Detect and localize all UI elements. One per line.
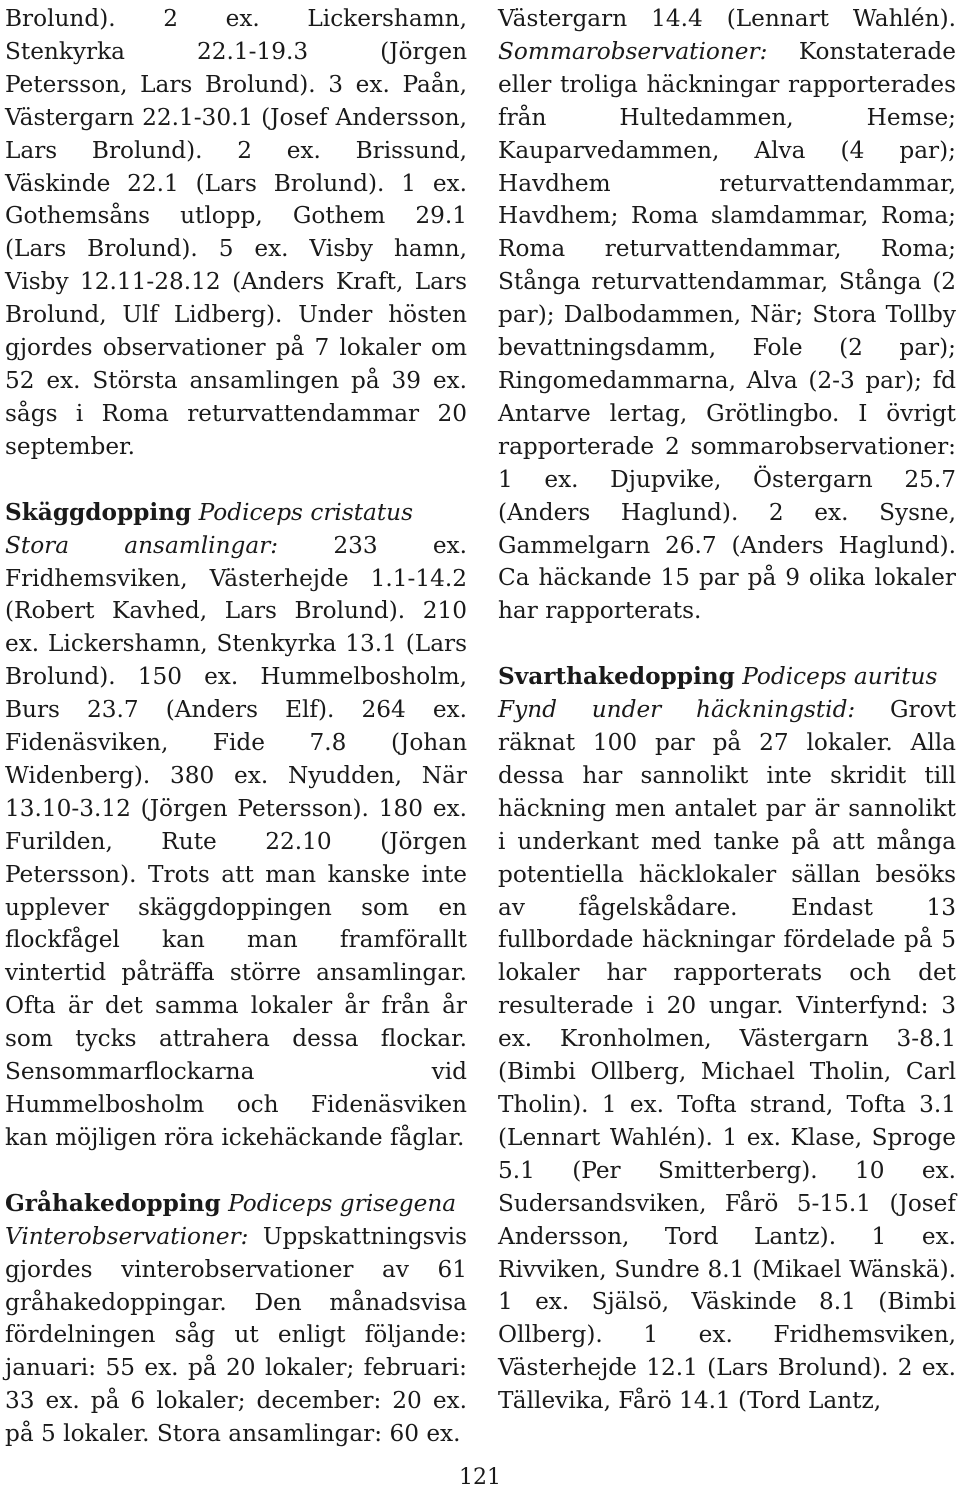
species-name: Svarthakedopping (498, 663, 735, 691)
species-entry-skaggdopping (5, 497, 467, 1155)
species-entry-grahakedopping (5, 1188, 467, 1451)
paragraph-text: Västergarn 14.4 (Lennart Wahlén). (498, 5, 956, 32)
species-text: 233 ex. Fridhemsviken, Västerhejde 1.1-14.2 (Robert Kavhed, Lars Brolund). 210 ex. Lickershamn, Stenkyrka 13.1 (Lars Brolund). 150 ex. Hummelbosholm, Burs 23.7 (Anders Elf). 264 ex. Fidenäsviken, Fide 7.8 (Johan Widenberg). 380 ex. Nyudden, När 13.10-3.12 (Jörgen Petersson). 180 ex. Furilden, Rute 22.10 (Jörgen Petersson). Trots att man kanske inte upplever skäggdoppingen som en flockfågel kan man framförallt vintertid påträffa större ansamlingar. Ofta är det samma lokaler år från år som tycks attrahera dessa flockar. Sensommarflockarna vid Hummelbosholm och Fidenäsviken kan möjligen röra ickehäckande fåglar. (5, 531, 467, 1151)
section-lead: Vinterobservationer: (5, 1222, 249, 1250)
species-latin-name: Podiceps auritus (742, 663, 938, 691)
species-latin-name: Podiceps grisegena (228, 1189, 457, 1217)
section-lead: Fynd under häckningstid: (498, 696, 856, 724)
page-number: 121 (459, 1465, 501, 1490)
species-text: Uppskattningsvis gjordes vinterobservationer av 61 gråhakedoppingar. Den månadsvisa fördelningen såg ut enligt följande: januari: 55 ex. på 20 lokaler; februari: 33 ex. på 6 lokaler; december: 20 ex. på 5 lokaler. Stora ansamlingar: 60 ex. (5, 1222, 467, 1448)
spacer (498, 628, 956, 661)
species-text: Grovt räknat 100 par på 27 lokaler. Alla dessa har sannolikt inte skridit till häckning men antalet par är sannolikt i underkant med tanke på att många potentiella häcklokaler sällan besöks av fågelskådare. Endast 13 fullbordade häckningar fördelade på 5 lokaler har rapporterats och det resulterade i 20 ungar. Vinterfynd: 3 ex. Kronholmen, Västergarn 3-8.1 (Bimbi Ollberg, Michael Tholin, Carl Tholin). 1 ex. Tofta strand, Tofta 3.1 (Lennart Wahlén). 1 ex. Klase, Sproge 5.1 (Per Smitterberg). 10 ex. Sudersandsviken, Fårö 5-15.1 (Josef Andersson, Tord Lantz). 1 ex. Rivviken, Sundre 8.1 (Mikael Wänskä). 1 ex. Själsö, Väskinde 8.1 (Bimbi Ollberg). 1 ex. Fridhemsviken, Västerhejde 12.1 (Lars Brolund). 2 ex. Tällevika, Fårö 14.1 (Tord Lantz, (498, 696, 957, 1415)
section-lead: Sommarobservationer: (498, 37, 768, 65)
paragraph-text: Konstaterade eller troliga häckningar rapporterades från Hultedammen, Hemse; Kauparvedammen, Alva (4 par); Havdhem returvattendammar, Havdhem; Roma slamdammar, Roma; Roma returvattendammar, Roma; Stånga returvattendammar, Stånga (2 par); Dalbodammen, När; Stora Tollby bevattningsdamm, Fole (2 par); Ringomedammarna, Alva (2-3 par); fd Antarve lertag, Grötlingbo. I övrigt rapporterade 2 sommarobservationer: 1 ex. Djupvike, Östergarn 25.7 (Anders Haglund). 2 ex. Sysne, Gammelgarn 26.7 (Anders Haglund). Ca häckande 15 par på 9 olika lokaler har rapporterats. (498, 37, 956, 625)
right-column (498, 3, 956, 1418)
species-name: Gråhakedopping (5, 1189, 221, 1217)
left-column (5, 3, 467, 1451)
species-name: Skäggdopping (5, 498, 192, 526)
spacer (5, 464, 467, 497)
spacer (5, 1155, 467, 1188)
species-latin-name: Podiceps cristatus (198, 498, 414, 526)
species-entry-svarthakedopping (498, 661, 956, 1418)
paragraph-continued (498, 3, 956, 628)
paragraph-continued: Brolund). 2 ex. Lickershamn, Stenkyrka 22.1-19.3 (Jörgen Petersson, Lars Brolund). 3 ex. Paån, Västergarn 22.1-30.1 (Josef Andersson, Lars Brolund). 2 ex. Brissund, Väskinde 22.1 (Lars Brolund). 1 ex. Gothemsåns utlopp, Gothem 29.1 (Lars Brolund). 5 ex. Visby hamn, Visby 12.11-28.12 (Anders Kraft, Lars Brolund, Ulf Lidberg). Under hösten gjordes observationer på 7 lokaler om 52 ex. Största ansamlingen på 39 ex. sågs i Roma returvattendammar 20 september. (5, 5, 467, 460)
section-lead: Stora ansamlingar: (5, 531, 279, 559)
